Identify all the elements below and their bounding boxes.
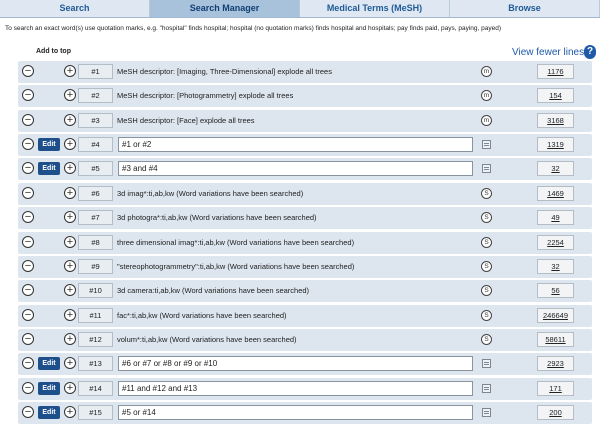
line-number: #6 (78, 186, 113, 201)
line-number: #11 (78, 308, 113, 323)
query-input[interactable]: #6 or #7 or #8 or #9 or #10 (118, 356, 473, 371)
search-type-icon[interactable]: S (481, 237, 492, 248)
delete-line-icon[interactable]: − (22, 284, 34, 296)
insert-line-icon[interactable]: + (64, 260, 76, 272)
query-input[interactable]: #5 or #14 (118, 405, 473, 420)
edit-button[interactable]: Edit (38, 162, 60, 175)
search-type-icon[interactable]: S (481, 285, 492, 296)
search-limits-icon[interactable] (482, 140, 491, 149)
insert-line-icon[interactable]: + (64, 406, 76, 418)
search-line (18, 158, 592, 180)
search-type-icon[interactable]: S (481, 212, 492, 223)
insert-line-icon[interactable]: + (64, 211, 76, 223)
line-query-text: "stereophotogrammetry":ti,ab,kw (Word variations have been searched) (117, 261, 355, 271)
add-to-top-link[interactable]: Add to top (36, 48, 71, 55)
result-count-link[interactable]: 1469 (537, 186, 574, 201)
result-count-link[interactable]: 246649 (537, 308, 574, 323)
search-hint-text: To search an exact word(s) use quotation marks, e.g. "hospital" finds hospital; hospital (no quotation marks) finds hospital and hospitals; pay finds paid, pays, paying, payed) (5, 25, 501, 32)
delete-line-icon[interactable]: − (22, 236, 34, 248)
result-count-link[interactable]: 154 (537, 88, 574, 103)
line-query-text: fac*:ti,ab,kw (Word variations have been searched) (117, 310, 287, 320)
line-number: #2 (78, 88, 113, 103)
tab-browse[interactable]: Browse (450, 0, 600, 17)
tab-bar (0, 0, 600, 18)
insert-line-icon[interactable]: + (64, 187, 76, 199)
search-type-icon[interactable]: S (481, 310, 492, 321)
result-count-link[interactable]: 58611 (537, 332, 574, 347)
result-count-link[interactable]: 2923 (537, 356, 574, 371)
search-line (18, 61, 592, 83)
line-number: #15 (78, 405, 113, 420)
search-line (18, 183, 592, 205)
result-count-link[interactable]: 1319 (537, 137, 574, 152)
search-line (18, 256, 592, 278)
mesh-icon[interactable]: m (481, 66, 492, 77)
result-count-link[interactable]: 2254 (537, 235, 574, 250)
search-line (18, 378, 592, 400)
line-query-text: MeSH descriptor: [Imaging, Three-Dimensional] explode all trees (117, 67, 332, 76)
line-query-text: volum*:ti,ab,kw (Word variations have been searched) (117, 334, 297, 344)
line-number: #1 (78, 64, 113, 79)
result-count-link[interactable]: 32 (537, 161, 574, 176)
search-history-list (18, 61, 592, 426)
query-input[interactable]: #3 and #4 (118, 161, 473, 176)
result-count-link[interactable]: 171 (537, 381, 574, 396)
delete-line-icon[interactable]: − (22, 187, 34, 199)
line-number: #10 (78, 283, 113, 298)
search-line (18, 402, 592, 424)
delete-line-icon[interactable]: − (22, 89, 34, 101)
insert-line-icon[interactable]: + (64, 284, 76, 296)
insert-line-icon[interactable]: + (64, 162, 76, 174)
insert-line-icon[interactable]: + (64, 114, 76, 126)
tab-medical-terms[interactable]: Medical Terms (MeSH) (300, 0, 450, 17)
help-icon[interactable]: ? (584, 45, 596, 59)
edit-button[interactable]: Edit (38, 382, 60, 395)
edit-button[interactable]: Edit (38, 357, 60, 370)
delete-line-icon[interactable]: − (22, 382, 34, 394)
insert-line-icon[interactable]: + (64, 65, 76, 77)
insert-line-icon[interactable]: + (64, 89, 76, 101)
search-line (18, 353, 592, 375)
mesh-icon[interactable]: m (481, 115, 492, 126)
line-number: #13 (78, 356, 113, 371)
insert-line-icon[interactable]: + (64, 382, 76, 394)
search-limits-icon[interactable] (482, 164, 491, 173)
delete-line-icon[interactable]: − (22, 211, 34, 223)
delete-line-icon[interactable]: − (22, 138, 34, 150)
line-query-text: 3d photogra*:ti,ab,kw (Word variations have been searched) (117, 213, 317, 223)
delete-line-icon[interactable]: − (22, 260, 34, 272)
result-count-link[interactable]: 56 (537, 283, 574, 298)
result-count-link[interactable]: 3168 (537, 113, 574, 128)
search-line (18, 134, 592, 156)
search-limits-icon[interactable] (482, 408, 491, 417)
edit-button[interactable]: Edit (38, 138, 60, 151)
line-query-text: 3d camera:ti,ab,kw (Word variations have been searched) (117, 286, 310, 296)
search-line (18, 329, 592, 351)
search-line (18, 207, 592, 229)
delete-line-icon[interactable]: − (22, 114, 34, 126)
line-query-text: 3d imag*:ti,ab,kw (Word variations have been searched) (117, 188, 304, 198)
delete-line-icon[interactable]: − (22, 65, 34, 77)
insert-line-icon[interactable]: + (64, 138, 76, 150)
search-limits-icon[interactable] (482, 359, 491, 368)
line-number: #9 (78, 259, 113, 274)
search-type-icon[interactable]: S (481, 261, 492, 272)
result-count-link[interactable]: 49 (537, 210, 574, 225)
search-line (18, 280, 592, 302)
query-input[interactable]: #11 and #12 and #13 (118, 381, 473, 396)
delete-line-icon[interactable]: − (22, 333, 34, 345)
search-line (18, 85, 592, 107)
line-number: #3 (78, 113, 113, 128)
tab-search-manager[interactable]: Search Manager (150, 0, 300, 17)
line-number: #14 (78, 381, 113, 396)
line-number: #7 (78, 210, 113, 225)
search-type-icon[interactable]: S (481, 334, 492, 345)
result-count-link[interactable]: 32 (537, 259, 574, 274)
delete-line-icon[interactable]: − (22, 309, 34, 321)
line-number: #12 (78, 332, 113, 347)
insert-line-icon[interactable]: + (64, 309, 76, 321)
result-count-link[interactable]: 200 (537, 405, 574, 420)
view-fewer-lines-link[interactable]: View fewer lines (512, 47, 585, 58)
search-type-icon[interactable]: S (481, 188, 492, 199)
line-number: #4 (78, 137, 113, 152)
result-count-link[interactable]: 1176 (537, 64, 574, 79)
search-line (18, 232, 592, 254)
line-query-text: MeSH descriptor: [Face] explode all trees (117, 115, 255, 125)
tab-search[interactable]: Search (0, 0, 150, 17)
insert-line-icon[interactable]: + (64, 333, 76, 345)
edit-button[interactable]: Edit (38, 406, 60, 419)
search-line (18, 110, 592, 132)
delete-line-icon[interactable]: − (22, 357, 34, 369)
insert-line-icon[interactable]: + (64, 357, 76, 369)
line-query-text: MeSH descriptor: [Photogrammetry] explode all trees (117, 91, 294, 101)
line-number: #5 (78, 161, 113, 176)
delete-line-icon[interactable]: − (22, 162, 34, 174)
line-query-text: three dimensional imag*:ti,ab,kw (Word variations have been searched) (117, 237, 355, 247)
delete-line-icon[interactable]: − (22, 406, 34, 418)
search-line (18, 305, 592, 327)
insert-line-icon[interactable]: + (64, 236, 76, 248)
mesh-icon[interactable]: m (481, 90, 492, 101)
search-limits-icon[interactable] (482, 384, 491, 393)
query-input[interactable]: #1 or #2 (118, 137, 473, 152)
line-number: #8 (78, 235, 113, 250)
